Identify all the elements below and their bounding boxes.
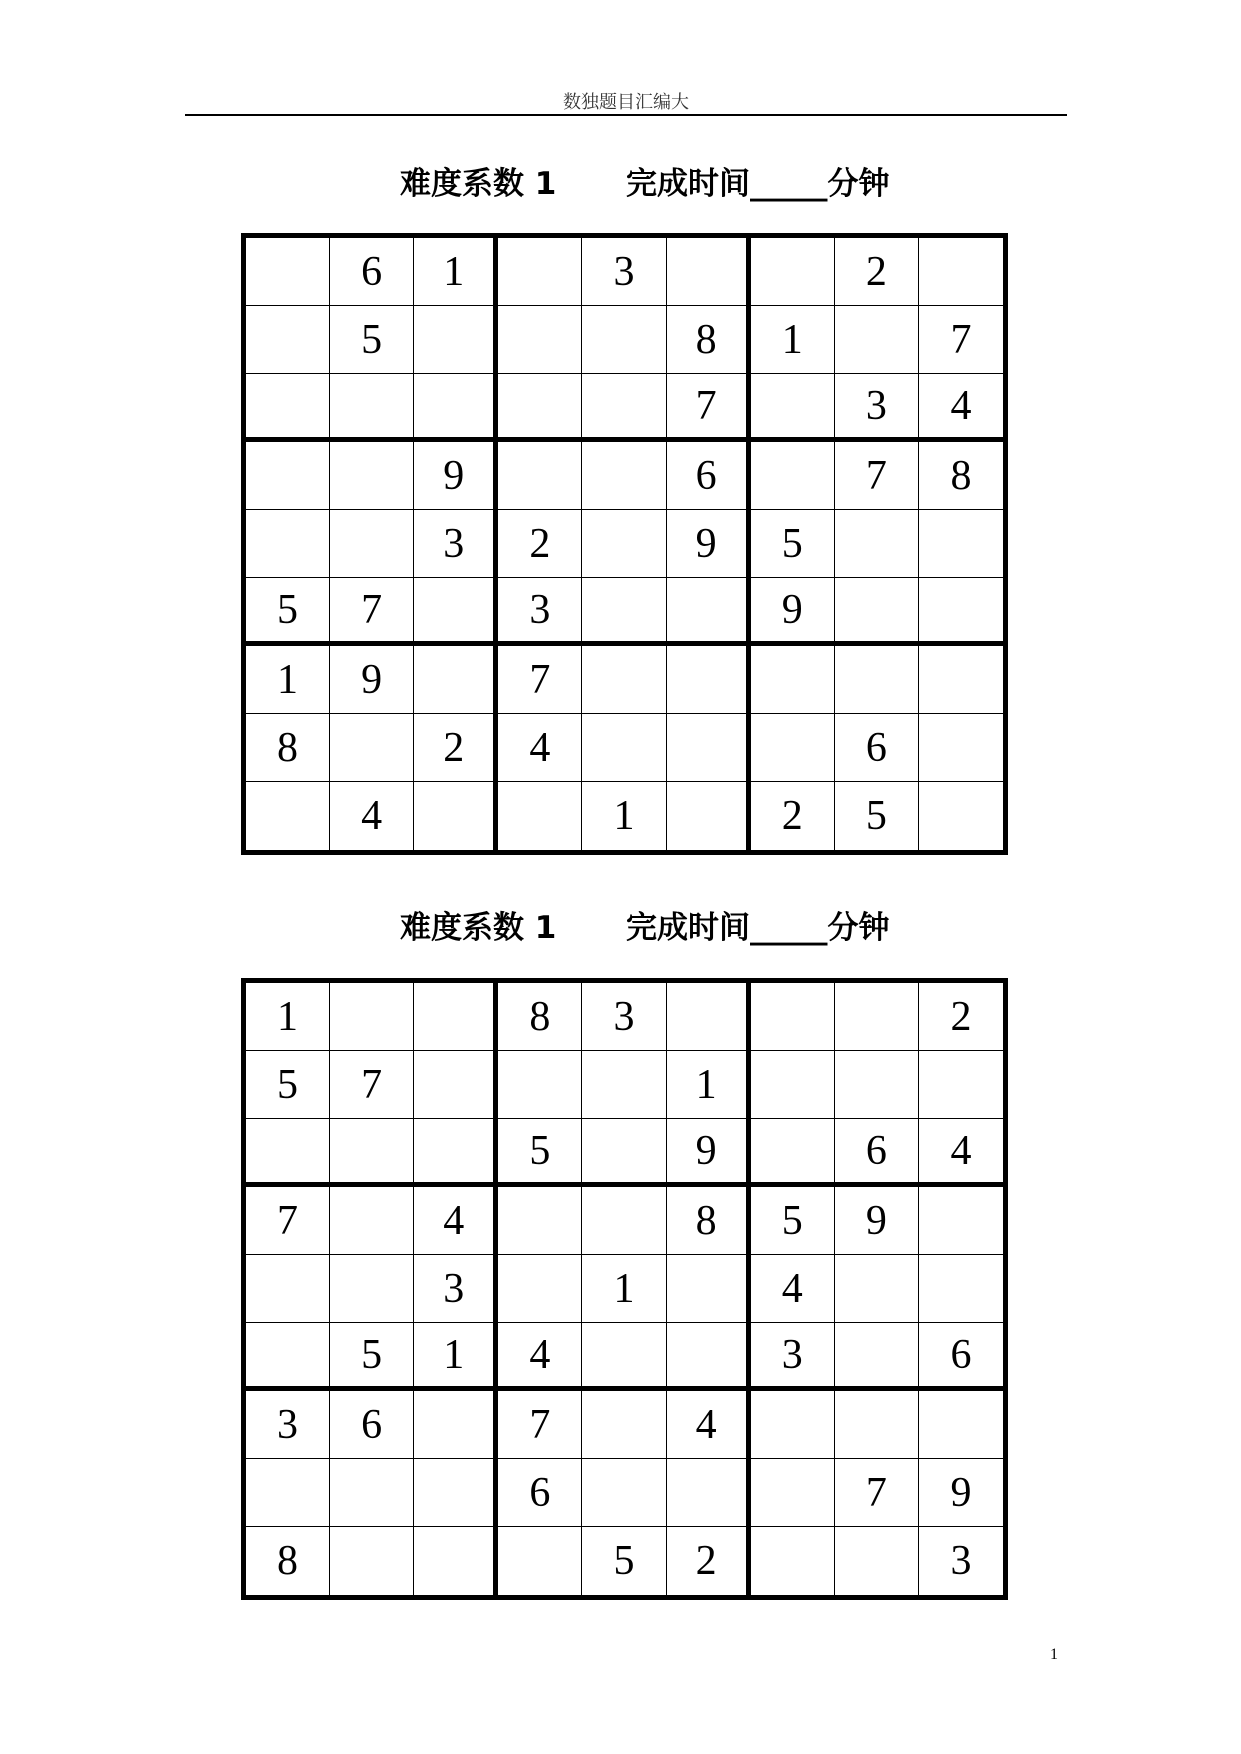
puzzle-1-time-label: 完成时间_____分钟	[626, 166, 890, 202]
sudoku-cell: 7	[330, 578, 414, 646]
sudoku-cell: 5	[246, 1051, 330, 1119]
sudoku-cell	[498, 306, 582, 374]
sudoku-cell: 1	[246, 646, 330, 714]
sudoku-cell	[414, 578, 498, 646]
sudoku-cell	[330, 510, 414, 578]
sudoku-cell	[919, 510, 1003, 578]
sudoku-cell	[414, 374, 498, 442]
sudoku-cell: 7	[498, 646, 582, 714]
sudoku-cell	[414, 1459, 498, 1527]
sudoku-cell: 7	[667, 374, 751, 442]
sudoku-cell: 5	[330, 1323, 414, 1391]
page-number: 1	[1050, 1646, 1058, 1663]
sudoku-cell: 4	[498, 1323, 582, 1391]
sudoku-cell: 1	[582, 1255, 666, 1323]
sudoku-cell: 3	[246, 1391, 330, 1459]
sudoku-cell	[667, 646, 751, 714]
sudoku-cell	[330, 1255, 414, 1323]
sudoku-cell	[582, 714, 666, 782]
sudoku-cell: 5	[751, 1187, 835, 1255]
puzzle-2-time-label: 完成时间_____分钟	[626, 910, 890, 946]
sudoku-cell: 3	[835, 374, 919, 442]
sudoku-cell	[667, 714, 751, 782]
sudoku-cell: 4	[751, 1255, 835, 1323]
sudoku-cell: 8	[919, 442, 1003, 510]
sudoku-cell: 1	[414, 238, 498, 306]
sudoku-cell: 9	[835, 1187, 919, 1255]
sudoku-cell: 5	[498, 1119, 582, 1187]
page-header: 数独题目汇编大	[563, 92, 689, 113]
sudoku-cell	[414, 782, 498, 850]
sudoku-cell	[751, 374, 835, 442]
sudoku-cell	[835, 646, 919, 714]
puzzle-1-difficulty: 难度系数 1	[400, 166, 557, 202]
sudoku-cell	[751, 1051, 835, 1119]
sudoku-cell	[582, 1187, 666, 1255]
sudoku-cell: 6	[330, 1391, 414, 1459]
sudoku-cell: 6	[835, 714, 919, 782]
sudoku-cell: 6	[330, 238, 414, 306]
sudoku-cell: 6	[498, 1459, 582, 1527]
sudoku-cell	[667, 1323, 751, 1391]
sudoku-cell	[582, 1051, 666, 1119]
sudoku-cell: 9	[414, 442, 498, 510]
sudoku-cell	[246, 238, 330, 306]
sudoku-cell	[498, 442, 582, 510]
sudoku-cell: 4	[919, 1119, 1003, 1187]
sudoku-grid-1	[241, 233, 1008, 855]
sudoku-cell	[751, 714, 835, 782]
sudoku-cell	[582, 510, 666, 578]
sudoku-cell	[667, 578, 751, 646]
sudoku-cell: 8	[498, 983, 582, 1051]
sudoku-cell	[582, 1323, 666, 1391]
sudoku-cell	[330, 1119, 414, 1187]
sudoku-cell: 1	[414, 1323, 498, 1391]
sudoku-cell	[330, 1187, 414, 1255]
sudoku-cell: 5	[246, 578, 330, 646]
sudoku-cell: 7	[246, 1187, 330, 1255]
sudoku-cell	[667, 782, 751, 850]
sudoku-cell	[919, 1391, 1003, 1459]
sudoku-cell: 6	[835, 1119, 919, 1187]
sudoku-cell	[751, 1459, 835, 1527]
sudoku-cell	[414, 1119, 498, 1187]
sudoku-cell	[582, 442, 666, 510]
sudoku-cell	[835, 1323, 919, 1391]
sudoku-cell	[330, 1527, 414, 1595]
sudoku-cell: 7	[835, 1459, 919, 1527]
sudoku-cell: 3	[414, 510, 498, 578]
sudoku-cell	[246, 1119, 330, 1187]
puzzle-2-difficulty: 难度系数 1	[400, 910, 557, 946]
sudoku-cell	[751, 1119, 835, 1187]
sudoku-cell	[582, 1459, 666, 1527]
sudoku-cell: 8	[246, 714, 330, 782]
sudoku-cell: 5	[835, 782, 919, 850]
sudoku-cell	[498, 374, 582, 442]
sudoku-cell: 3	[950, 1538, 972, 1584]
sudoku-cell: 5	[751, 510, 835, 578]
sudoku-cell	[751, 442, 835, 510]
sudoku-cell: 7	[330, 1051, 414, 1119]
sudoku-cell	[246, 442, 330, 510]
sudoku-cell	[667, 983, 751, 1051]
sudoku-cell	[330, 983, 414, 1051]
puzzle-1-title	[400, 158, 960, 203]
sudoku-cell	[751, 238, 835, 306]
sudoku-cell: 3	[582, 238, 666, 306]
sudoku-cell: 2	[835, 238, 919, 306]
sudoku-cell	[330, 714, 414, 782]
sudoku-cell	[330, 374, 414, 442]
sudoku-cell	[246, 1459, 330, 1527]
sudoku-cell	[246, 306, 330, 374]
sudoku-cell	[835, 1527, 919, 1595]
sudoku-cell	[835, 306, 919, 374]
sudoku-cell	[919, 238, 1003, 306]
sudoku-cell: 6	[667, 442, 751, 510]
sudoku-grid-2	[241, 978, 1008, 1600]
sudoku-cell: 2	[751, 782, 835, 850]
puzzle-2-title	[400, 902, 960, 947]
sudoku-cell	[582, 306, 666, 374]
sudoku-cell	[919, 714, 1003, 782]
sudoku-cell	[751, 646, 835, 714]
sudoku-cell: 5	[582, 1527, 666, 1595]
sudoku-cell: 4	[498, 714, 582, 782]
sudoku-cell	[246, 374, 330, 442]
sudoku-cell	[498, 782, 582, 850]
sudoku-cell	[919, 1255, 1003, 1323]
sudoku-cell	[246, 1323, 330, 1391]
sudoku-cell	[835, 510, 919, 578]
sudoku-cell	[919, 1051, 1003, 1119]
sudoku-cell: 9	[667, 510, 751, 578]
sudoku-cell: 2	[667, 1527, 751, 1595]
sudoku-cell	[835, 983, 919, 1051]
sudoku-cell: 9	[919, 1459, 1003, 1527]
header-divider	[185, 114, 1067, 116]
sudoku-cell: 5	[330, 306, 414, 374]
sudoku-cell: 7	[498, 1391, 582, 1459]
sudoku-cell: 3	[582, 983, 666, 1051]
sudoku-cell	[498, 1187, 582, 1255]
sudoku-cell: 4	[330, 782, 414, 850]
sudoku-cell	[414, 646, 498, 714]
sudoku-cell	[835, 1051, 919, 1119]
sudoku-cell	[835, 578, 919, 646]
sudoku-cell: 9	[751, 578, 835, 646]
sudoku-cell	[414, 1391, 498, 1459]
sudoku-cell	[667, 238, 751, 306]
sudoku-cell: 4	[414, 1187, 498, 1255]
sudoku-cell: 7	[919, 306, 1003, 374]
sudoku-cell	[498, 1527, 582, 1595]
sudoku-cell: 3	[414, 1255, 498, 1323]
sudoku-cell	[582, 578, 666, 646]
sudoku-cell: 1	[582, 782, 666, 850]
sudoku-cell	[667, 1459, 751, 1527]
sudoku-cell: 8	[667, 1187, 751, 1255]
sudoku-cell	[582, 1119, 666, 1187]
sudoku-cell: 9	[330, 646, 414, 714]
sudoku-cell: 8	[246, 1527, 330, 1595]
sudoku-cell: 1	[246, 983, 330, 1051]
sudoku-cell: 4	[667, 1391, 751, 1459]
sudoku-cell: 7	[835, 442, 919, 510]
sudoku-cell	[919, 1187, 1003, 1255]
sudoku-cell: 2	[919, 983, 1003, 1051]
sudoku-cell: 8	[667, 306, 751, 374]
sudoku-cell	[835, 1391, 919, 1459]
sudoku-cell	[919, 646, 1003, 714]
sudoku-cell	[667, 1255, 751, 1323]
sudoku-cell	[751, 1527, 835, 1595]
sudoku-cell: 3	[498, 578, 582, 646]
sudoku-cell	[751, 1391, 835, 1459]
sudoku-cell	[330, 1459, 414, 1527]
sudoku-cell	[835, 1255, 919, 1323]
sudoku-cell	[498, 238, 582, 306]
sudoku-cell: 2	[414, 714, 498, 782]
sudoku-cell	[330, 442, 414, 510]
sudoku-cell: 1	[667, 1051, 751, 1119]
sudoku-cell	[919, 782, 1003, 850]
sudoku-cell	[414, 1527, 498, 1595]
sudoku-cell	[414, 983, 498, 1051]
sudoku-cell: 3	[751, 1323, 835, 1391]
sudoku-cell	[919, 578, 1003, 646]
sudoku-cell	[498, 1051, 582, 1119]
sudoku-cell	[414, 306, 498, 374]
sudoku-cell: 6	[919, 1323, 1003, 1391]
sudoku-cell	[582, 374, 666, 442]
sudoku-cell	[414, 1051, 498, 1119]
sudoku-cell	[498, 1255, 582, 1323]
sudoku-cell: 2	[498, 510, 582, 578]
sudoku-cell	[582, 1391, 666, 1459]
sudoku-cell	[582, 646, 666, 714]
sudoku-cell	[246, 782, 330, 850]
sudoku-cell	[246, 1255, 330, 1323]
sudoku-cell	[751, 983, 835, 1051]
sudoku-cell	[246, 510, 330, 578]
sudoku-cell: 9	[667, 1119, 751, 1187]
sudoku-cell: 4	[919, 374, 1003, 442]
sudoku-cell: 1	[751, 306, 835, 374]
